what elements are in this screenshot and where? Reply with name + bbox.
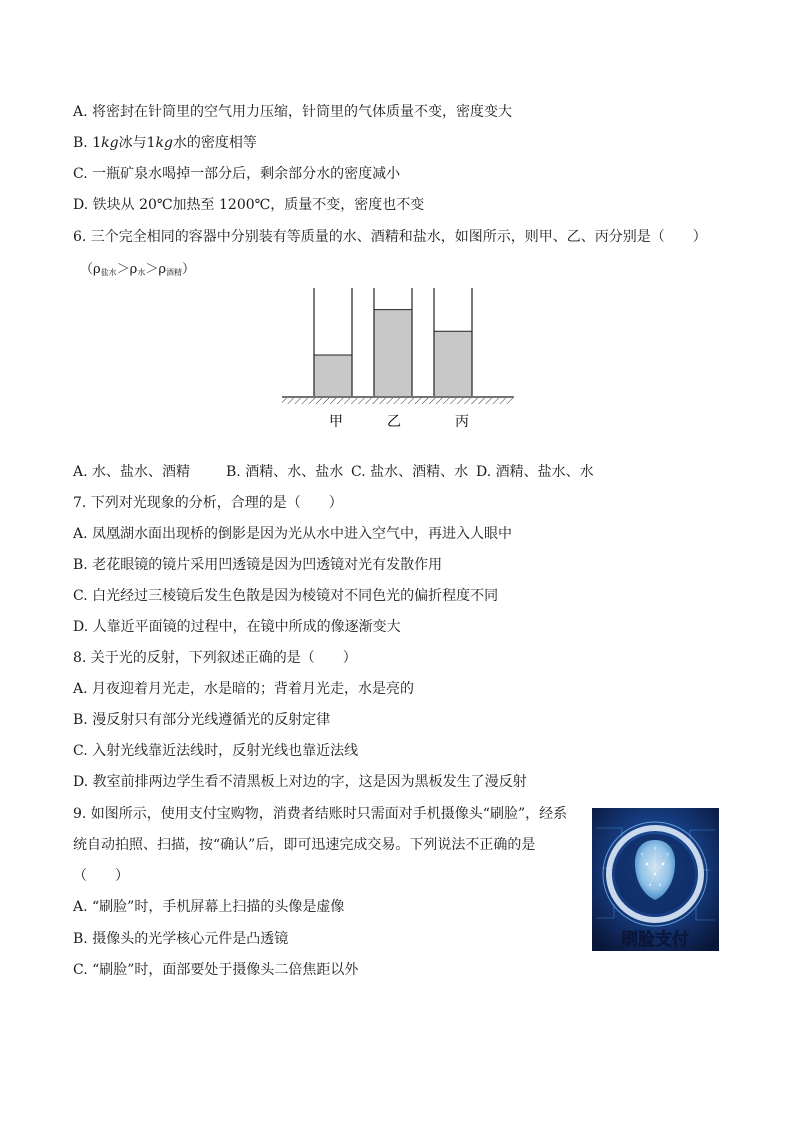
q9-option-b: B. 摄像头的光学核心元件是凸透镜	[73, 931, 289, 947]
q8-option-a: A. 月夜迎着月光走，水是暗的；背着月光走，水是亮的	[73, 681, 415, 697]
q6-containers-figure	[280, 284, 516, 434]
ground-hatch	[282, 398, 514, 404]
q9-stem-line3: （ ）	[73, 868, 129, 884]
q6-option-a: A. 水、盐水、酒精	[73, 464, 191, 480]
q7-option-c: C. 白光经过三棱镜后发生色散是因为棱镜对不同色光的偏折程度不同	[73, 588, 499, 604]
q8-option-d: D. 教室前排两边学生看不清黑板上对边的字，这是因为黑板发生了漫反射	[73, 774, 527, 790]
q5-option-b: B. 1kg冰与1kg水的密度相等	[73, 135, 257, 151]
liquid-yi	[374, 310, 412, 396]
q6-option-b: B. 酒精、水、盐水	[226, 464, 344, 480]
q5-option-a: A. 将密封在针筒里的空气用力压缩，针筒里的气体质量不变，密度变大	[73, 104, 513, 120]
q5-option-d: D. 铁块从 20℃加热至 1200℃，质量不变，密度也不变	[73, 197, 425, 213]
q6-density-condition: $(\rho_{盐水}>\rho_水>\rho_{酒精})$	[80, 262, 195, 277]
label-jia: 甲	[329, 414, 343, 430]
q7-option-b: B. 老花眼镜的镜片采用凹透镜是因为凹透镜对光有发散作用	[73, 557, 443, 573]
q6-stem: 6. 三个完全相同的容器中分别装有等质量的水、酒精和盐水，如图所示，则甲、乙、丙分别是（ ）	[73, 229, 707, 245]
q5-option-c: C. 一瓶矿泉水喝掉一部分后，剩余部分水的密度减小	[73, 166, 401, 182]
label-bing: 丙	[455, 414, 469, 430]
q6-option-c: C. 盐水、酒精、水	[351, 464, 469, 480]
label-yi: 乙	[387, 414, 401, 430]
q8-option-b: B. 漫反射只有部分光线遵循光的反射定律	[73, 712, 331, 728]
q6-option-d: D. 酒精、盐水、水	[476, 464, 594, 480]
q9-stem-line2: 统自动拍照、扫描，按“确认”后，即可迅速完成交易。下列说法不正确的是	[73, 837, 536, 853]
q9-stem-line1: 9. 如图所示，使用支付宝购物，消费者结账时只需面对手机摄像头“刷脸”，经系	[73, 806, 568, 822]
q7-option-a: A. 凤凰湖水面出现桥的倒影是因为光从水中进入空气中，再进入人眼中	[73, 526, 513, 542]
q9-option-c: C. “刷脸”时，面部要处于摄像头二倍焦距以外	[73, 962, 359, 978]
q9-option-a: A. “刷脸”时，手机屏幕上扫描的头像是虚像	[73, 899, 345, 915]
q7-stem: 7. 下列对光现象的分析，合理的是（ ）	[73, 495, 343, 511]
liquid-jia	[314, 355, 352, 396]
face-pay-image	[592, 808, 719, 951]
q8-option-c: C. 入射光线靠近法线时，反射光线也靠近法线	[73, 743, 359, 759]
q8-stem: 8. 关于光的反射，下列叙述正确的是（ ）	[73, 650, 357, 666]
liquid-bing	[434, 331, 472, 396]
q7-option-d: D. 人靠近平面镜的过程中，在镜中所成的像逐渐变大	[73, 619, 401, 635]
image-caption: 刷脸支付	[621, 930, 689, 950]
